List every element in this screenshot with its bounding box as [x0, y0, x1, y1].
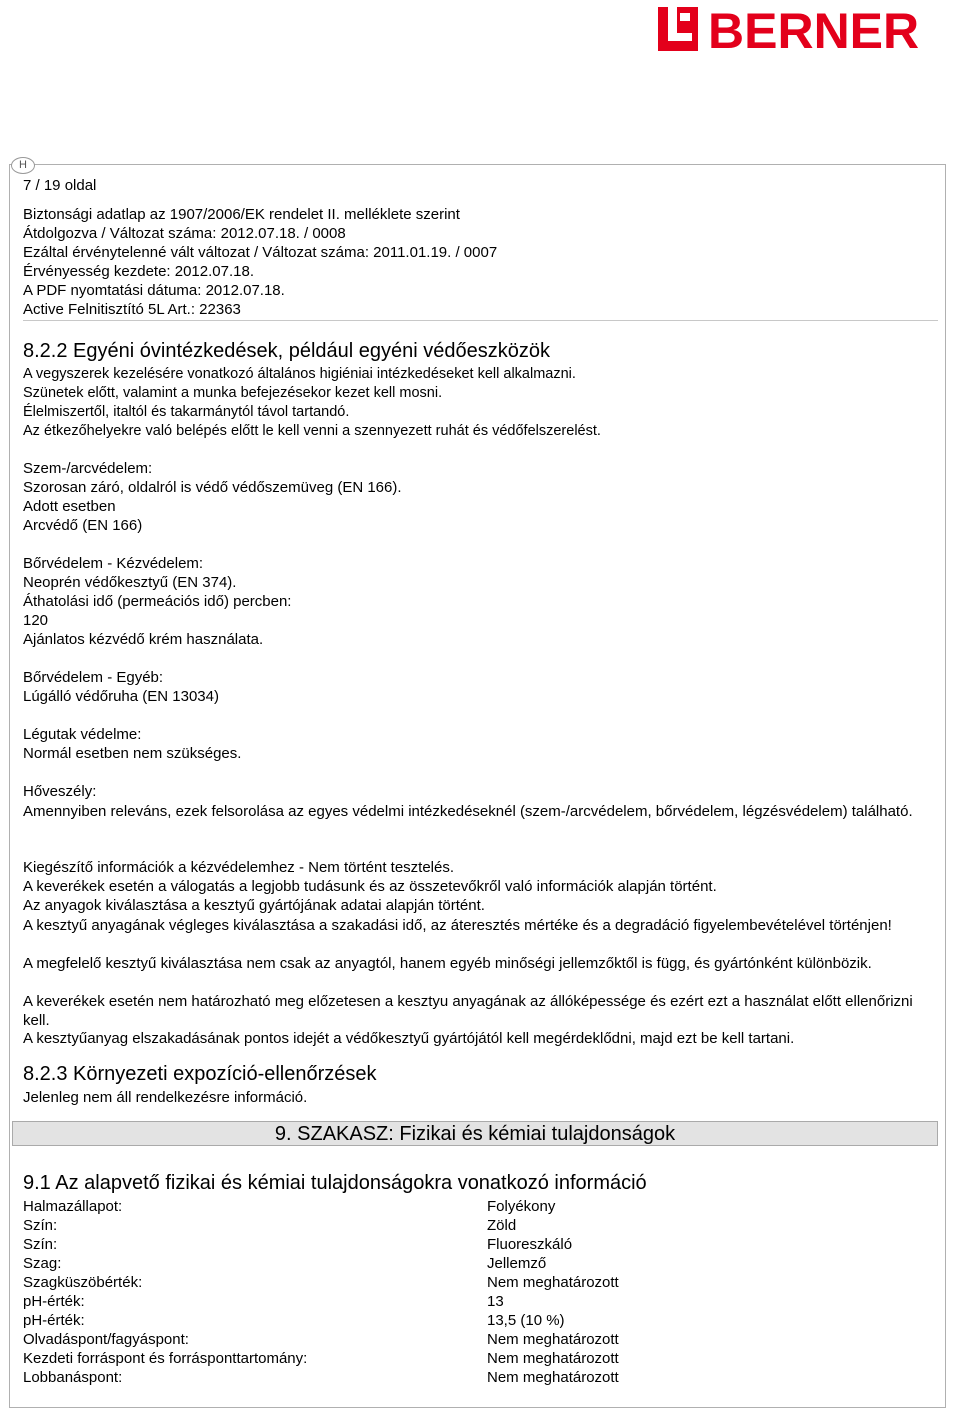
text-line: Arcvédő (EN 166): [23, 517, 143, 534]
respiratory-label: Légutak védelme:: [23, 726, 142, 743]
property-value: Nem meghatározott: [487, 1331, 619, 1348]
property-value: Nem meghatározott: [487, 1274, 619, 1291]
property-label: pH-érték:: [23, 1312, 85, 1329]
skin-protection-label: Bőrvédelem - Egyéb:: [23, 669, 164, 686]
section-9-bar: 9. SZAKASZ: Fizikai és kémiai tulajdonságok: [12, 1121, 938, 1146]
property-value: Zöld: [487, 1217, 517, 1234]
property-label: pH-érték:: [23, 1293, 85, 1310]
property-value: Folyékony: [487, 1198, 556, 1215]
text-line: Normál esetben nem szükséges.: [23, 745, 242, 762]
svg-text:BERNER: BERNER: [708, 3, 920, 55]
section-title: 8.2.3 Környezeti expozíció-ellenőrzések: [23, 1063, 377, 1085]
property-label: Szín:: [23, 1217, 58, 1234]
text-line: Neoprén védőkesztyű (EN 374).: [23, 574, 237, 591]
page-number: 7 / 19 oldal: [23, 177, 97, 194]
property-label: Kezdeti forráspont és forrásponttartomány:: [23, 1350, 308, 1367]
heat-hazard-label: Hőveszély:: [23, 783, 97, 800]
text-line: Szorosan záró, oldalról is védő védőszemüveg (EN 166).: [23, 479, 402, 496]
text-line: Áthatolási idő (permeációs idő) percben:: [23, 593, 292, 610]
text-line: Ajánlatos kézvédő krém használata.: [23, 631, 264, 648]
text-line: Az anyagok kiválasztása a kesztyű gyártójának adatai alapján történt.: [23, 897, 485, 914]
section-title: 8.2.2 Egyéni óvintézkedések, például egyéni védőeszközök: [23, 340, 551, 362]
language-badge: H: [11, 157, 35, 174]
property-label: Szag:: [23, 1255, 62, 1272]
berner-logo: [656, 3, 956, 55]
property-label: Olvadáspont/fagyáspont:: [23, 1331, 189, 1348]
property-value: Fluoreszkáló: [487, 1236, 573, 1253]
property-label: Halmazállapot:: [23, 1198, 123, 1215]
text-line: Lúgálló védőruha (EN 13034): [23, 688, 219, 705]
property-label: Lobbanáspont:: [23, 1369, 123, 1386]
property-value: 13,5 (10 %): [487, 1312, 565, 1329]
text-line: Adott esetben: [23, 498, 116, 515]
property-value: Jellemző: [487, 1255, 547, 1272]
header-line: A PDF nyomtatási dátuma: 2012.07.18.: [23, 282, 285, 299]
header-line: Biztonsági adatlap az 1907/2006/EK rendelet II. melléklete szerint: [23, 206, 460, 223]
property-label: Szín:: [23, 1236, 58, 1253]
property-value: Nem meghatározott: [487, 1369, 619, 1386]
paragraph: A keverékek esetén nem határozható meg előzetesen a kesztyu anyagának az állóképessége és ezért ezt a használat előtt ellenőrizni kell.: [23, 993, 913, 1029]
text-line: Szünetek előtt, valamint a munka befejezésekor kezet kell mosni.: [23, 385, 443, 401]
paragraph: A megfelelő kesztyű kiválasztása nem csak az anyagtól, hanem egyéb minőségi jellemzőktől is függ, és gyártónként különbözik.: [23, 955, 872, 972]
header-line: Érvényesség kezdete: 2012.07.18.: [23, 263, 254, 280]
paragraph: Amennyiben releváns, ezek felsorolása az egyes védelmi intézkedéseknél (szem-/arcvédelem, bőrvédelem, légzésvédelem) található.: [23, 803, 913, 820]
text-line: A kesztyűanyag elszakadásának pontos idejét a védőkesztyű gyártójától kell megérdeklődni, majd ezt be kell tartani.: [23, 1030, 795, 1047]
header-line: Átdolgozva / Változat száma: 2012.07.18. / 0008: [23, 225, 346, 242]
text-line: A vegyszerek kezelésére vonatkozó általános higiéniai intézkedéseket kell alkalmazni.: [23, 366, 576, 382]
hand-protection-label: Bőrvédelem - Kézvédelem:: [23, 555, 204, 572]
paragraph: A kesztyű anyagának végleges kiválasztása a szakadási idő, az áteresztés mértéke és a degradáció figyelembevételével történjen!: [23, 917, 892, 934]
text-line: Az étkezőhelyekre való belépés előtt le kell venni a szennyezett ruhát és védőfelszerelést.: [23, 423, 601, 439]
header-divider: [23, 320, 938, 321]
eye-protection-label: Szem-/arcvédelem:: [23, 460, 153, 477]
property-value: 13: [487, 1293, 504, 1310]
text-line: 120: [23, 612, 49, 629]
section-title: 9.1 Az alapvető fizikai és kémiai tulajdonságokra vonatkozó információ: [23, 1172, 647, 1194]
text-line: Élelmiszertől, italtól és takarmánytól távol tartandó.: [23, 404, 350, 420]
text-line: Kiegészítő információk a kézvédelemhez - Nem történt tesztelés.: [23, 859, 455, 876]
product-line: Active Felnitisztító 5L Art.: 22363: [23, 301, 241, 318]
property-label: Szagküszöbérték:: [23, 1274, 143, 1291]
header-line: Ezáltal érvénytelenné vált változat / Változat száma: 2011.01.19. / 0007: [23, 244, 498, 261]
text-line: Jelenleg nem áll rendelkezésre információ.: [23, 1089, 308, 1106]
text-line: A keverékek esetén a válogatás a legjobb tudásunk és az összetevőkről való információk alapján történt.: [23, 878, 717, 895]
property-value: Nem meghatározott: [487, 1350, 619, 1367]
